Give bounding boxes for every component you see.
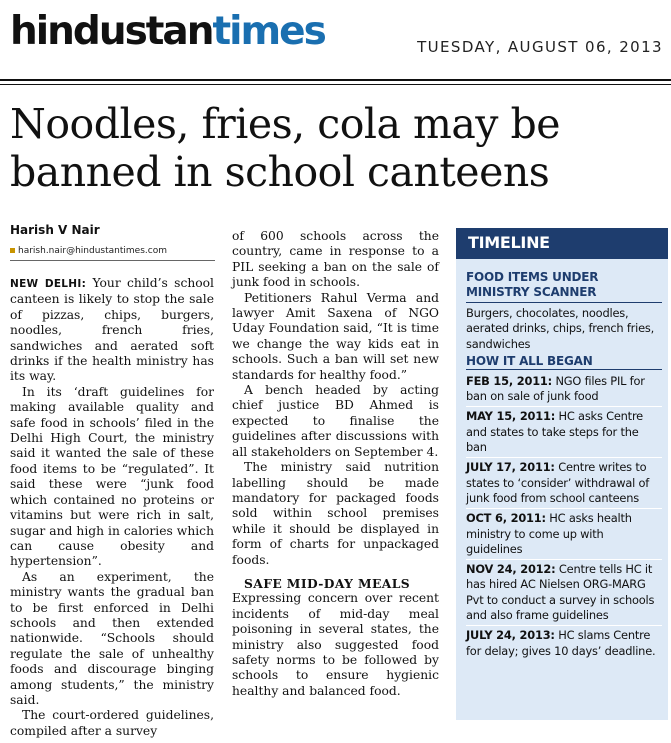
- timeline-title: TIMELINE: [468, 233, 550, 252]
- col1-para-2: In its ‘draft guidelines for making available quality and safe food in schools’ filed in the Delhi High Court, the ministry said it wanted the sale of these food items to be “regulated”. It said these were “junk food which contained no proteins or vitamins but were rich in salt, sugar and high in calories which can cause obesity and hypertension”.: [10, 384, 214, 569]
- timeline-box: [456, 228, 668, 720]
- col2-para-1: of 600 schools across the country, came in response to a PIL seeking a ban on the sale of junk food in schools.: [232, 229, 439, 290]
- logo-times: times: [212, 9, 325, 54]
- col1-para-4: The court-ordered guidelines, compiled after a survey: [10, 708, 214, 738]
- subhead-mid-day-meals: SAFE MID-DAY MEALS: [244, 575, 411, 591]
- timeline-event: NOV 24, 2012: Centre tells HC it has hired AC Nielsen ORG-MARG Pvt to conduct a survey in schools and also frame guidelines: [466, 560, 662, 626]
- timeline-event: JULY 24, 2013: HC slams Centre for delay; gives 10 days’ deadline.: [466, 628, 656, 658]
- byline-rule: [10, 260, 215, 261]
- timeline-event: MAY 15, 2011: HC asks Centre and states to take steps for the ban: [466, 407, 662, 458]
- byline-email: [10, 246, 167, 256]
- timeline-section-how-it-began: HOW IT ALL BEGAN: [466, 353, 593, 368]
- col1-para-1: NEW DELHI: Your child’s school canteen is likely to stop the sale of pizzas, chips, burgers, noodles, french fries, sandwiches and aerated soft drinks if the health ministry has its way.: [10, 276, 214, 384]
- col2-para-5: Expressing concern over recent incidents of mid-day meal poisoning in several states, the ministry also suggested food safety norms to be followed by schools to ensure hygienic healthy and balanced food.: [232, 591, 439, 698]
- article-column-1: [10, 276, 214, 739]
- timeline-event: FEB 15, 2011: NGO files PIL for ban on sale of junk food: [466, 372, 662, 408]
- timeline-section-food-items: FOOD ITEMS UNDER MINISTRY SCANNER: [466, 270, 599, 299]
- timeline-header: [456, 228, 668, 259]
- masthead-rule: [0, 79, 671, 81]
- section-underline: [466, 302, 662, 303]
- issue-date: TUESDAY, AUGUST 06, 2013: [417, 38, 663, 56]
- byline-author: Harish V Nair: [10, 223, 100, 237]
- article-dateline: NEW DELHI:: [10, 278, 87, 290]
- masthead: [0, 0, 671, 80]
- masthead-rule-thin: [0, 84, 671, 85]
- col2-para-3: A bench headed by acting chief justice BD Ahmed is expected to finalise the guidelines after discussions with all stakeholders on September 4.: [232, 383, 439, 459]
- timeline-events: [466, 372, 662, 661]
- headline: Noodles, fries, cola may be banned in school canteens: [10, 100, 560, 196]
- section-underline: [466, 369, 662, 370]
- timeline-event: JULY 17, 2011: Centre writes to states to ‘consider’ withdrawal of junk food from school canteens: [466, 458, 662, 509]
- article-column-2: [232, 229, 439, 699]
- timeline-event: OCT 6, 2011: HC asks health ministry to come up with guidelines: [466, 509, 662, 560]
- timeline-food-list: Burgers, chocolates, noodles, aerated drinks, chips, french fries, sandwiches: [466, 306, 655, 351]
- logo-hindustan: hindustan: [10, 9, 213, 54]
- col2-para-2: Petitioners Rahul Verma and lawyer Amit Saxena of NGO Uday Foundation said, “It is time we change the way kids eat in schools. Such a ban will set new standards for healthy food.”: [232, 290, 439, 382]
- col1-para-3: As an experiment, the ministry wants the gradual ban to be first enforced in Delhi schools and then extended nationwide. “Schools should regulate the sale of unhealthy foods and discourage binging among students,” the ministry said.: [10, 569, 214, 707]
- col2-para-4: The ministry said nutrition labelling should be made mandatory for packaged foods sold within school premises while it should be displayed in form of charts for unpackaged foods.: [232, 460, 439, 567]
- newspaper-logo: [10, 9, 325, 54]
- timeline-body: [466, 270, 662, 661]
- email-bullet-icon: [10, 248, 15, 253]
- email-text: harish.nair@hindustantimes.com: [18, 246, 167, 256]
